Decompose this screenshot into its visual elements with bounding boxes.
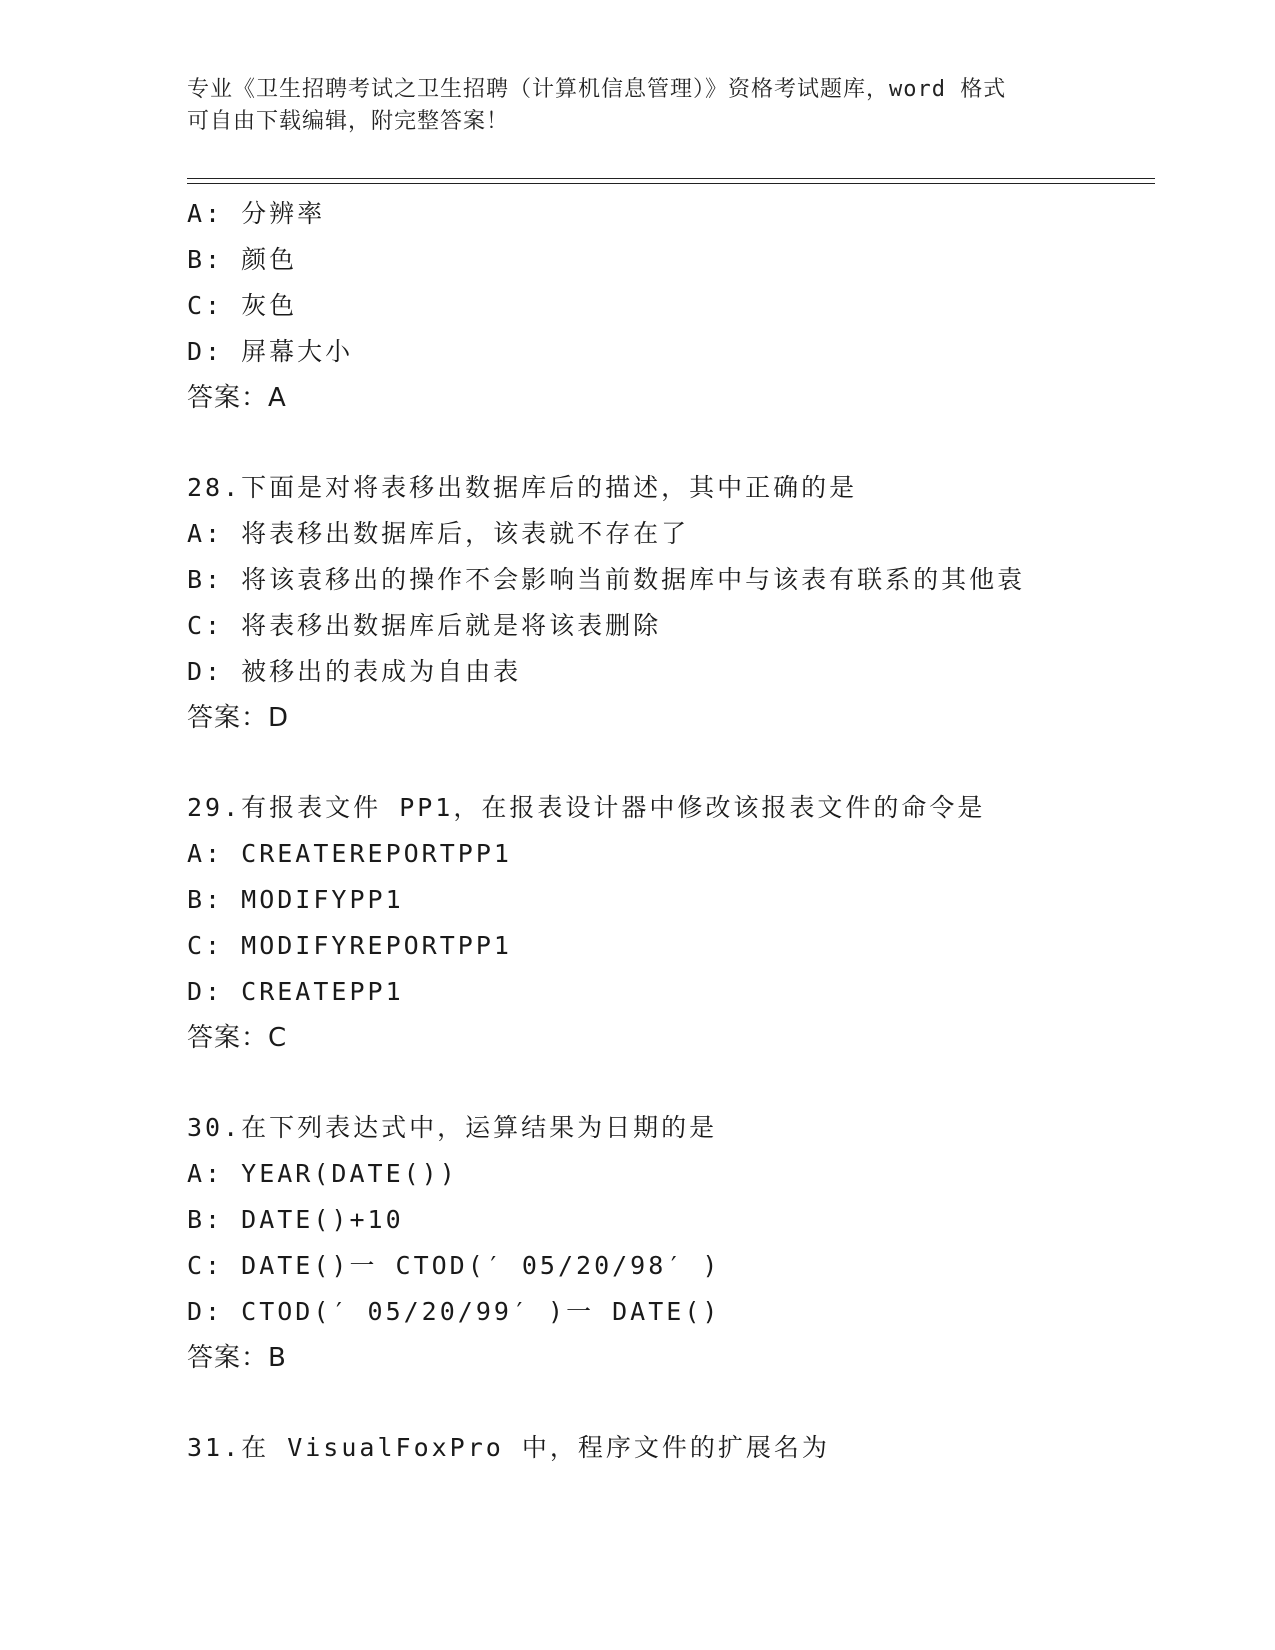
question-text: 29.有报表文件 PP1，在报表设计器中修改该报表文件的命令是	[187, 793, 986, 822]
option-c: C: MODIFYREPORTPP1	[187, 931, 512, 960]
spacer	[187, 741, 1155, 785]
spacer	[187, 1381, 1155, 1425]
option-c: C: DATE()一 CTOD(′ 05/20/98′ )	[187, 1251, 721, 1280]
option-d: D: 被移出的表成为自由表	[187, 657, 522, 686]
option-b: B: MODIFYPP1	[187, 885, 404, 914]
question-text: 31.在 VisualFoxPro 中，程序文件的扩展名为	[187, 1433, 830, 1462]
option-b: B: 将该袁移出的操作不会影响当前数据库中与该表有联系的其他袁	[187, 565, 1026, 594]
question-list	[187, 191, 1155, 1471]
answer-line: 答案：A	[187, 383, 287, 413]
option-b: B: DATE()+10	[187, 1205, 404, 1234]
header-line-1: 专业《卫生招聘考试之卫生招聘（计算机信息管理）》资格考试题库，word 格式	[187, 77, 1007, 102]
option-d: D: CREATEPP1	[187, 977, 404, 1006]
question-block-28	[187, 465, 1155, 741]
answer-line: 答案：D	[187, 703, 290, 733]
option-d: D: 屏幕大小	[187, 337, 354, 366]
option-a: A: 分辨率	[187, 199, 326, 228]
answer-line: 答案：B	[187, 1343, 287, 1373]
option-c: C: 将表移出数据库后就是将该表删除	[187, 611, 662, 640]
question-block-31	[187, 1425, 1155, 1471]
spacer	[187, 1061, 1155, 1105]
header-divider-top	[187, 178, 1155, 179]
option-a: A: CREATEREPORTPP1	[187, 839, 512, 868]
spacer	[187, 421, 1155, 465]
question-block-27	[187, 191, 1155, 421]
header-line-2: 可自由下载编辑，附完整答案！	[187, 109, 510, 134]
question-text: 30.在下列表达式中，运算结果为日期的是	[187, 1113, 718, 1142]
option-b: B: 颜色	[187, 245, 298, 274]
question-block-30	[187, 1105, 1155, 1381]
header-divider-bottom	[187, 183, 1155, 184]
question-block-29	[187, 785, 1155, 1061]
option-a: A: YEAR(DATE())	[187, 1159, 458, 1188]
answer-line: 答案：C	[187, 1023, 288, 1053]
option-a: A: 将表移出数据库后，该表就不存在了	[187, 519, 690, 548]
question-text: 28.下面是对将表移出数据库后的描述，其中正确的是	[187, 473, 858, 502]
document-header	[187, 74, 1087, 138]
option-d: D: CTOD(′ 05/20/99′ )一 DATE()	[187, 1297, 721, 1326]
option-c: C: 灰色	[187, 291, 298, 320]
